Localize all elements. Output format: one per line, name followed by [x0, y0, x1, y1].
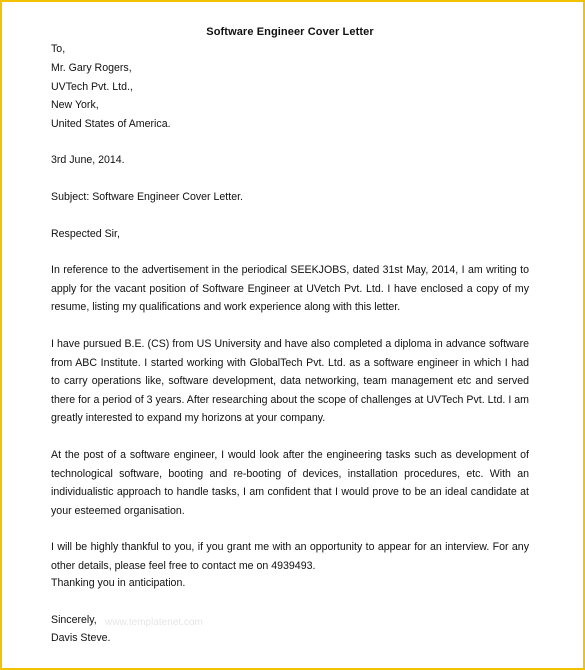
- salutation: Respected Sir,: [51, 228, 120, 240]
- address-line-name: Mr. Gary Rogers,: [51, 62, 132, 74]
- address-line-company: UVTech Pvt. Ltd.,: [51, 81, 133, 93]
- address-line-country: United States of America.: [51, 118, 171, 130]
- signature-name: Davis Steve.: [51, 632, 111, 644]
- closing: Sincerely,: [51, 614, 97, 626]
- body-paragraph: In reference to the advertisement in the periodical SEEKJOBS, dated 31st May, 2014, I am writing to apply for the vacant position of Software Engineer at UVetch Pvt. Ltd. I have enclosed a copy of my resume, listing my qualifications and work experience along with this letter.: [51, 264, 529, 313]
- body-paragraph: I will be highly thankful to you, if you grant me with an opportunity to appear for an interview. For any other details, please feel free to contact me on 4939493.: [51, 541, 529, 572]
- address-line-to: To,: [51, 43, 66, 55]
- address-line-city: New York,: [51, 99, 99, 111]
- body-paragraph: I have pursued B.E. (CS) from US University and have also completed a diploma in advance software from ABC Institute. I started working with GlobalTech Pvt. Ltd. as a software engineer in which I had to carry operations like, software development, data networking, team management etc and served there for a period of 3 years. After researching about the scope of challenges at UVTech Pvt. Ltd. I am greatly interested to expand my horizons at your company.: [51, 338, 529, 424]
- watermark: www.templatenet.com: [105, 617, 203, 628]
- letter-date: 3rd June, 2014.: [51, 154, 125, 166]
- page-title: Software Engineer Cover Letter: [206, 26, 374, 38]
- letter-subject: Subject: Software Engineer Cover Letter.: [51, 191, 243, 203]
- body-paragraph: At the post of a software engineer, I would look after the engineering tasks such as development of technological software, booting and re-booting of devices, installation procedures, etc. With an individualistic approach to handle tasks, I am confident that I would prove to be an ideal candidate at your esteemed organisation.: [51, 449, 529, 517]
- thanks-line: Thanking you in anticipation.: [51, 577, 186, 589]
